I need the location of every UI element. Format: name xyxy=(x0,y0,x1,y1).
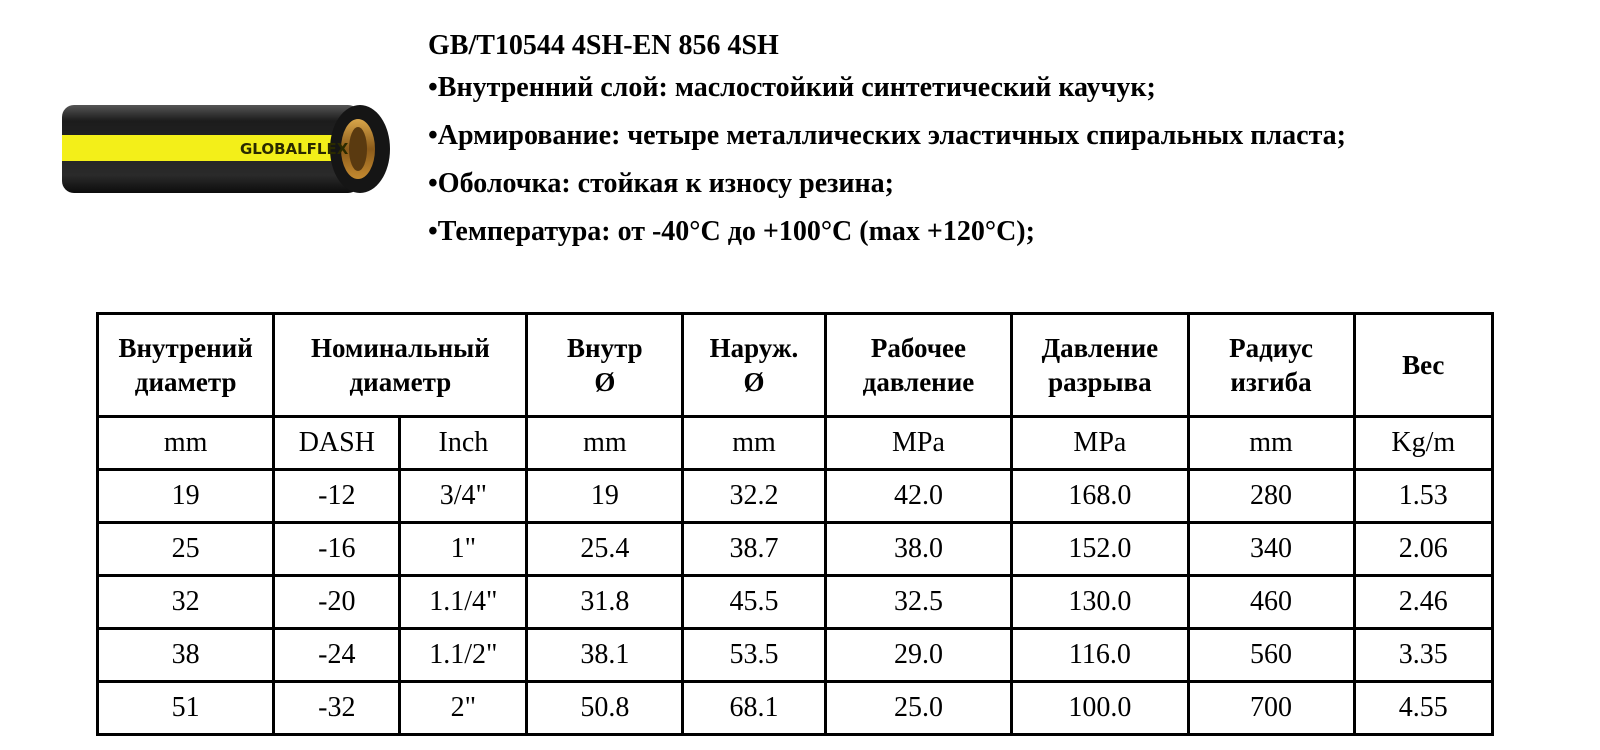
table-cell: 2" xyxy=(400,682,527,735)
unit-cell: Inch xyxy=(400,417,527,470)
table-cell: 152.0 xyxy=(1012,523,1188,576)
header-nominal-diameter: Номинальный диаметр xyxy=(274,314,527,417)
table-cell: 1.53 xyxy=(1354,470,1492,523)
unit-cell: mm xyxy=(527,417,683,470)
table-cell: 168.0 xyxy=(1012,470,1188,523)
header-inner-diameter: Внутрений диаметр xyxy=(98,314,274,417)
table-cell: 31.8 xyxy=(527,576,683,629)
header-bend-radius: Радиус изгиба xyxy=(1188,314,1354,417)
table-cell: 32 xyxy=(98,576,274,629)
spec-block xyxy=(428,28,1346,262)
table-cell: 25.4 xyxy=(527,523,683,576)
table-cell: -12 xyxy=(274,470,400,523)
header-row xyxy=(98,314,1493,417)
table-cell: 25.0 xyxy=(825,682,1012,735)
table-cell: 53.5 xyxy=(683,629,825,682)
hose-brand-label: GLOBALFLEX xyxy=(240,140,349,158)
table-cell: 68.1 xyxy=(683,682,825,735)
table-row xyxy=(98,576,1493,629)
unit-cell: mm xyxy=(683,417,825,470)
table-cell: 38.7 xyxy=(683,523,825,576)
table-cell: 3.35 xyxy=(1354,629,1492,682)
spec-reinforcement: •Армирование: четыре металлических эластичных спиральных пласта; xyxy=(428,120,1346,151)
table-cell: -20 xyxy=(274,576,400,629)
spec-cover: •Оболочка: стойкая к износу резина; xyxy=(428,168,895,199)
table-cell: 25 xyxy=(98,523,274,576)
table-cell: 42.0 xyxy=(825,470,1012,523)
table-cell: 460 xyxy=(1188,576,1354,629)
table-row xyxy=(98,682,1493,735)
table-cell: 1.1/4" xyxy=(400,576,527,629)
table-cell: 32.2 xyxy=(683,470,825,523)
table-cell: 19 xyxy=(98,470,274,523)
table-cell: 1" xyxy=(400,523,527,576)
table-cell: 700 xyxy=(1188,682,1354,735)
header-weight: Вес xyxy=(1354,314,1492,417)
hose-image xyxy=(60,100,395,200)
unit-cell: MPa xyxy=(825,417,1012,470)
spec-inner-layer: •Внутренний слой: маслостойкий синтетический каучук; xyxy=(428,72,1156,103)
standard-title: GB/T10544 4SH-EN 856 4SH xyxy=(428,30,779,61)
table-cell: 38 xyxy=(98,629,274,682)
unit-cell: MPa xyxy=(1012,417,1188,470)
header-burst-pressure: Давление разрыва xyxy=(1012,314,1188,417)
unit-cell: mm xyxy=(1188,417,1354,470)
table-cell: -24 xyxy=(274,629,400,682)
table-cell: 4.55 xyxy=(1354,682,1492,735)
table-cell: 340 xyxy=(1188,523,1354,576)
header-inner-o: Внутр Ø xyxy=(527,314,683,417)
table-cell: 29.0 xyxy=(825,629,1012,682)
unit-cell: Kg/m xyxy=(1354,417,1492,470)
spec-temperature: •Температура: от -40°C до +100°C (max +120°C); xyxy=(428,216,1035,247)
table-cell: 38.1 xyxy=(527,629,683,682)
table-cell: -32 xyxy=(274,682,400,735)
table-cell: 100.0 xyxy=(1012,682,1188,735)
table-row xyxy=(98,470,1493,523)
table-cell: 2.46 xyxy=(1354,576,1492,629)
table-cell: 19 xyxy=(527,470,683,523)
spec-table xyxy=(96,312,1494,736)
table-row xyxy=(98,629,1493,682)
header-working-pressure: Рабочее давление xyxy=(825,314,1012,417)
table-cell: 116.0 xyxy=(1012,629,1188,682)
unit-cell: DASH xyxy=(274,417,400,470)
table-cell: 32.5 xyxy=(825,576,1012,629)
table-cell: 2.06 xyxy=(1354,523,1492,576)
units-row xyxy=(98,417,1493,470)
table-cell: 1.1/2" xyxy=(400,629,527,682)
header-outer-o: Наруж. Ø xyxy=(683,314,825,417)
table-cell: 45.5 xyxy=(683,576,825,629)
table-cell: 3/4" xyxy=(400,470,527,523)
unit-cell: mm xyxy=(98,417,274,470)
table-row xyxy=(98,523,1493,576)
table-cell: -16 xyxy=(274,523,400,576)
table-cell: 130.0 xyxy=(1012,576,1188,629)
table-cell: 51 xyxy=(98,682,274,735)
table-cell: 280 xyxy=(1188,470,1354,523)
table-cell: 560 xyxy=(1188,629,1354,682)
table-cell: 38.0 xyxy=(825,523,1012,576)
table-cell: 50.8 xyxy=(527,682,683,735)
